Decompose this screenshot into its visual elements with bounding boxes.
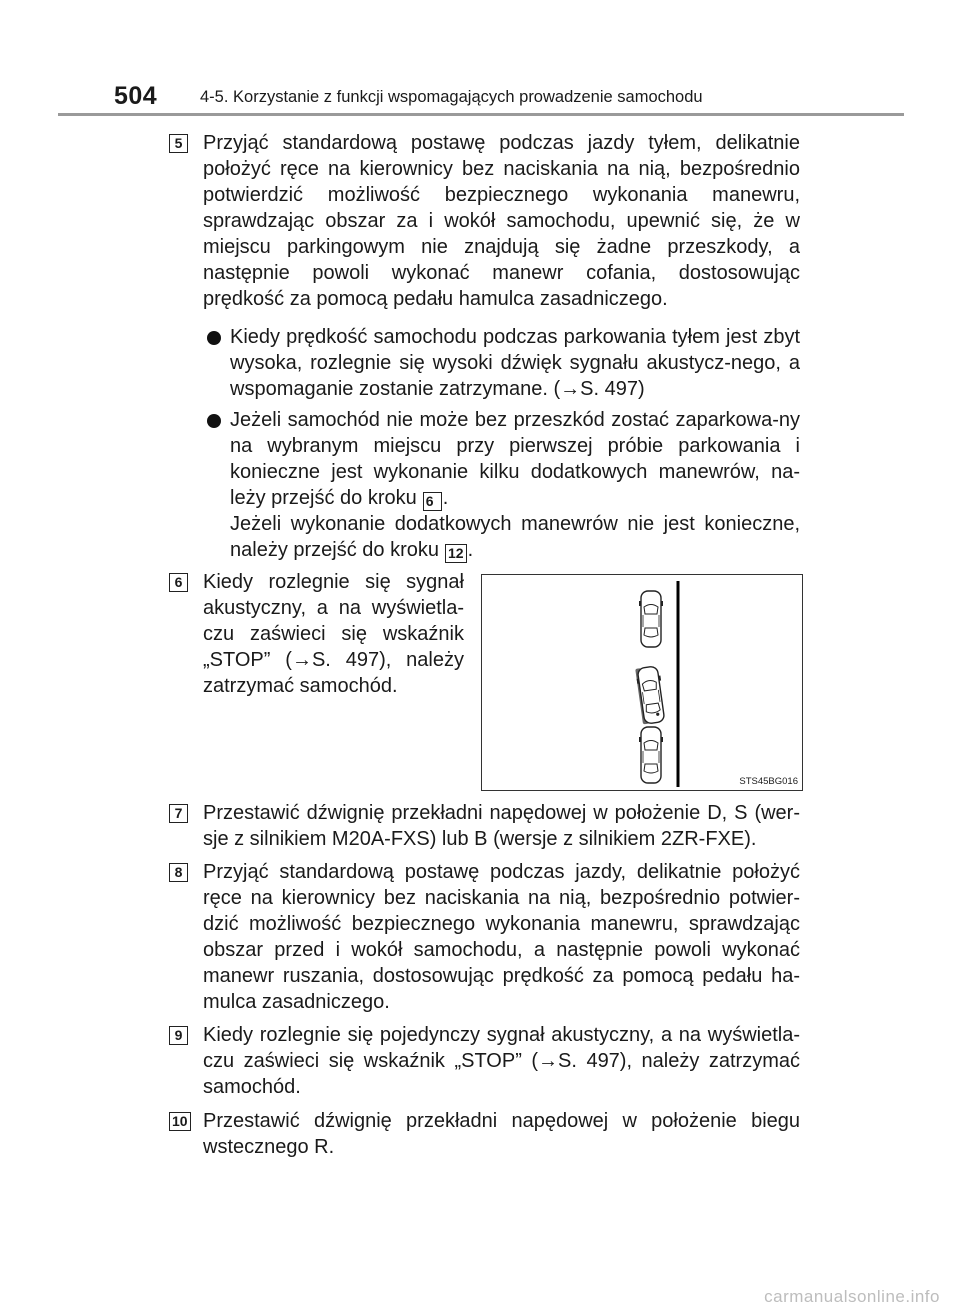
bullet-icon: [207, 331, 221, 345]
step-reference: 12: [445, 544, 467, 563]
step-number: 5: [169, 134, 188, 153]
bullet-text: Kiedy prędkość samochodu podczas parkowania tyłem jest zbyt wysoka, rozlegnie się wysoki dźwięk sygnału akustycz-nego, a wspomaganie zostanie zatrzymane. (→S. 497): [230, 326, 800, 400]
parking-illustration: [481, 574, 803, 791]
step-number: 8: [169, 863, 188, 882]
parking-diagram: [482, 575, 802, 790]
watermark: carmanualsonline.info: [764, 1287, 940, 1306]
page-header: [108, 76, 908, 116]
step-5: [169, 130, 800, 312]
step-reference: 6: [423, 492, 442, 511]
bullet-icon: [207, 414, 221, 428]
bullet-item: [207, 324, 800, 402]
step-text: Przyjąć standardową postawę podczas jazdy, delikatnie położyć ręce na kierownicy bez naciskania na nią, bezpośrednio potwier-dzić możliwość bezpiecznego wykonania manewru, sprawdzając obszar przed i wokół samochodu, a następnie powoli wykonać manewr ruszania, dostosowując prędkość za pomocą pedału ha-mulca zasadniczego.: [203, 861, 800, 1013]
step-text: Przestawić dźwignię przekładni napędowej w położenie biegu wstecznego R.: [203, 1110, 800, 1158]
page-reference: →S. 497): [560, 378, 645, 400]
header-rule: [58, 113, 904, 116]
step-text: Kiedy rozlegnie się pojedynczy sygnał akustyczny, a na wyświetla-czu zaświeci się wskaźnik „STOP” (→S. 497), należy zatrzymać samochód.: [203, 1024, 800, 1098]
bullet-item: [207, 407, 800, 563]
step-number: 9: [169, 1026, 188, 1045]
step-9: [169, 1022, 800, 1100]
step-6: [169, 569, 464, 699]
step-text: Przestawić dźwignię przekładni napędowej w położenie D, S (wer-sje z silnikiem M20A-FXS) lub B (wersje z silnikiem 2ZR-FXE).: [203, 802, 800, 850]
bullet-text-continued: Jeżeli wykonanie dodatkowych manewrów nie jest konieczne, należy przejść do kroku 12 .: [230, 513, 800, 561]
page-number: 504: [114, 82, 158, 110]
figure-code: STS45BG016: [739, 776, 798, 787]
page-reference: →S. 497): [291, 649, 386, 671]
parked-car-rear: [639, 727, 663, 783]
page-reference: →S. 497): [538, 1050, 627, 1072]
step-text: Kiedy rozlegnie się sygnał akustyczny, a na wyświetla-czu zaświeci się wskaźnik „STOP” (→S. 497), należy zatrzymać samochód.: [203, 571, 464, 697]
step-number: 10: [169, 1112, 191, 1131]
step-8: [169, 859, 800, 1015]
step-10: [169, 1108, 800, 1160]
step-text: Przyjąć standardową postawę podczas jazdy tyłem, delikatnie położyć ręce na kierownicy bez naciskania na nią, bezpośrednio potwierdzić możliwość bezpiecznego wykonania manewru, sprawdzając obszar za i wokół samochodu, upewnić się, że w miejscu parkingowym nie znajdują się żadne przeszkody, a następnie powoli wykonać manewr cofania, dostosowując prędkość za pomocą pedału hamulca zasadniczego.: [203, 132, 800, 310]
reversing-car: [635, 666, 667, 725]
step-number: 6: [169, 573, 188, 592]
bullet-text: Jeżeli samochód nie może bez przeszkód zostać zaparkowa-ny na wybranym miejscu przy pierwszej próbie parkowania i konieczne jest wykonanie kilku dodatkowych manewrów, na-leży przejść do kroku 6 .: [230, 409, 800, 509]
step-7: [169, 800, 800, 852]
chapter-title: 4-5. Korzystanie z funkcji wspomagających prowadzenie samochodu: [200, 88, 703, 106]
step-number: 7: [169, 804, 188, 823]
parked-car-front: [639, 591, 663, 647]
